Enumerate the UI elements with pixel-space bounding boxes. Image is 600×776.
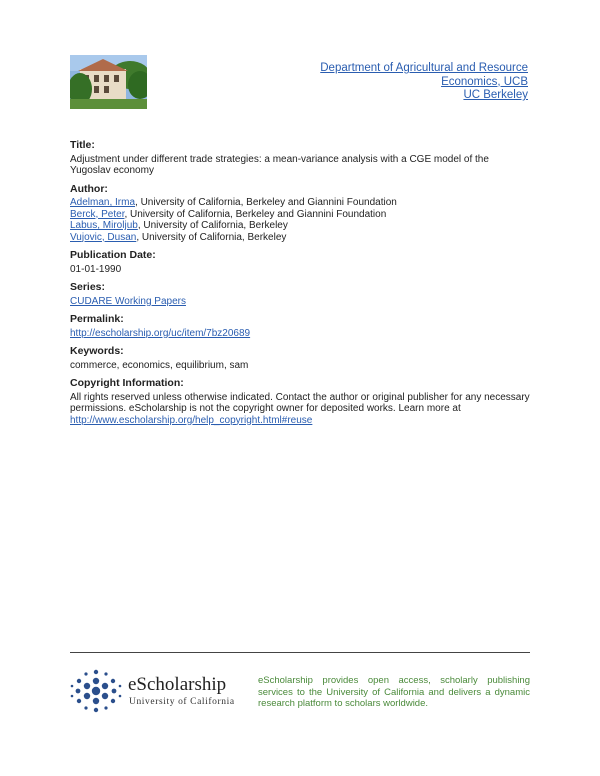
author-row: [70, 220, 530, 232]
copyright-info: [70, 392, 530, 427]
department-link-line2[interactable]: Economics, UCB: [441, 75, 528, 88]
footer-divider: [70, 652, 530, 653]
campus-building-photo: [70, 55, 147, 109]
series-link[interactable]: CUDARE Working Papers: [70, 295, 186, 307]
copyright-text: All rights reserved unless otherwise indicated. Contact the author or original publisher for any necessary permissions. eScholarship is not the copyright owner for deposited works. Learn more at: [70, 391, 530, 414]
copyright-help-link[interactable]: http://www.escholarship.org/help_copyright.html#reuse: [70, 414, 313, 426]
publication-date-label: Publication Date:: [70, 249, 156, 261]
building-illustration: [70, 55, 147, 109]
keywords: commerce, economics, equilibrium, sam: [70, 359, 249, 371]
brand-subtitle: University of California: [129, 697, 235, 707]
author-affiliation: , University of California, Berkeley and Giannini Foundation: [124, 208, 387, 220]
permalink-label: Permalink:: [70, 313, 124, 325]
title-label: Title:: [70, 139, 95, 151]
author-row: [70, 232, 530, 244]
series-label: Series:: [70, 281, 106, 293]
escholarship-logo[interactable]: [70, 668, 235, 719]
department-header: [320, 62, 528, 103]
author-link[interactable]: Adelman, Irma: [70, 197, 136, 208]
author-label: Author:: [70, 182, 108, 195]
institution-link[interactable]: UC Berkeley: [463, 89, 528, 101]
author-link[interactable]: Labus, Miroljub: [70, 220, 138, 231]
footer-description: eScholarship provides open access, scholarly publishing services to the University of California and delivers a dynamic research platform to scholars worldwide.: [258, 675, 530, 709]
author-link[interactable]: Berck, Peter: [70, 208, 125, 220]
brand-name: eScholarship: [128, 674, 227, 695]
copyright-label: Copyright Information:: [70, 377, 184, 389]
keywords-label: Keywords:: [70, 345, 124, 357]
publication-date: 01-01-1990: [70, 263, 122, 275]
record-metadata: [70, 140, 530, 426]
permalink-link[interactable]: http://escholarship.org/uc/item/7bz20689: [70, 327, 251, 339]
author-affiliation: , University of California, Berkeley: [136, 231, 287, 243]
department-link-line1[interactable]: Department of Agricultural and Resource: [320, 62, 528, 74]
author-row: [70, 197, 530, 209]
escholarship-dots-icon: [70, 668, 122, 714]
paper-title: Adjustment under different trade strategies: a mean-variance analysis with a CGE model of the Yugoslav economy: [70, 153, 489, 176]
author-list: [70, 197, 530, 243]
author-link[interactable]: Vujovic, Dusan: [70, 231, 137, 243]
author-affiliation: , University of California, Berkeley and Giannini Foundation: [135, 197, 397, 208]
author-affiliation: , University of California, Berkeley: [137, 220, 288, 231]
author-row: [70, 209, 530, 221]
